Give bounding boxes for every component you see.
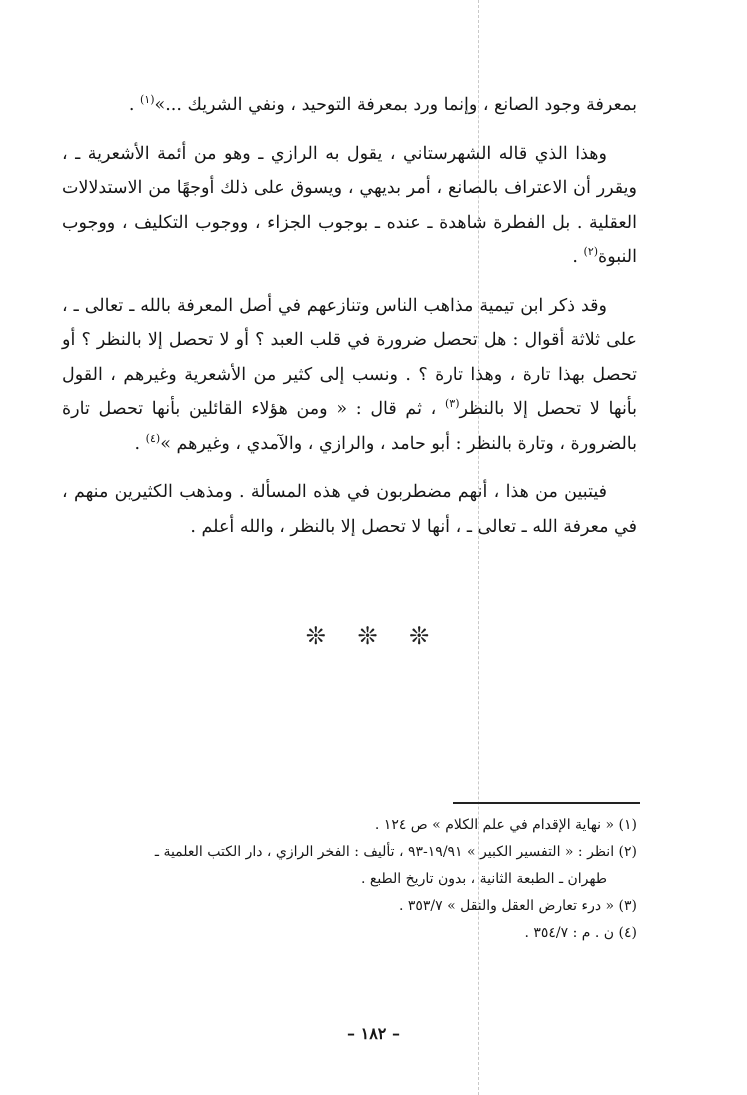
paragraph-1-text: بمعرفة وجود الصانع ، وإنما ورد بمعرفة التوحيد ، ونفي الشريك ...» <box>154 95 637 115</box>
paragraph-1 <box>62 88 637 123</box>
paragraph-3-text-b: ، ثم قال : « ومن هؤلاء القائلين بأنها تحصل تارة بالضرورة ، وتارة بالنظر : أبو حامد ، والرازي ، والآمدي ، وغيرهم » <box>62 399 637 454</box>
section-separator: ❊ ❊ ❊ <box>305 622 442 650</box>
paragraph-1-tail: . <box>128 95 140 115</box>
page-number: – ١٨٢ – <box>347 1024 400 1043</box>
paragraph-3-tail: . <box>134 433 146 454</box>
paragraph-2 <box>62 137 637 275</box>
footnote-ref-3[interactable]: (٣) <box>445 397 460 411</box>
footnote-2: (٢) انظر : « التفسير الكبير » ١٩/٩١-٩٣ ، تأليف : الفخر الرازي ، دار الكتب العلمية ـ <box>154 844 637 860</box>
paragraph-3 <box>62 289 637 462</box>
paragraph-4-text: فيتبين من هذا ، أنهم مضطربون في هذه المسألة . ومذهب الكثيرين منهم ، في معرفة الله ـ تعالى ـ ، أنها لا تحصل إلا بالنظر ، والله أعلم . <box>62 482 637 537</box>
footnote-2-continuation: طهران ـ الطبعة الثانية ، بدون تاريخ الطبع . <box>360 871 607 887</box>
footnote-ref-4[interactable]: (٤) <box>145 431 161 445</box>
footnotes <box>62 812 637 947</box>
paragraph-2-text: وهذا الذي قاله الشهرستاني ، يقول به الرازي ـ وهو من أئمة الأشعرية ـ ، ويقرر أن الاعتراف بالصانع ، أمر بديهي ، ويسوق على ذلك أوجهًا من الاستدلالات العقلية . بل الفطرة شاهدة ـ عنده ـ بوجوب الجزاء ، ووجوب التكليف ، ووجوب النبوة <box>62 143 637 267</box>
footnote-divider <box>453 802 640 804</box>
paragraph-2-tail: . <box>572 247 584 267</box>
main-text <box>62 88 637 558</box>
paragraph-3-text-a: وقد ذكر ابن تيمية مذاهب الناس وتنازعهم في أصل المعرفة بالله ـ تعالى ـ ، على ثلاثة أقوال : هل تحصل ضرورة في قلب العبد ؟ أو لا تحصل إلا بالنظر ؟ أو تحصل بهذا تارة ، وهذا تارة ؟ . ونسب إلى كثير من الأشعرية وغيرهم ، القول بأنها لا تحصل إلا بالنظر <box>62 295 638 419</box>
paragraph-4 <box>62 475 637 544</box>
footnote-ref-1[interactable]: (١) <box>139 93 155 107</box>
footnote-4: (٤) ن . م : ٣٥٤/٧ . <box>524 925 637 941</box>
footnote-3: (٣) « درء تعارض العقل والنقل » ٣٥٣/٧ . <box>398 898 637 914</box>
footnote-1: (١) « نهاية الإقدام في علم الكلام » ص ١٢٤ . <box>374 817 637 833</box>
footnote-ref-2[interactable]: (٢) <box>583 245 599 259</box>
